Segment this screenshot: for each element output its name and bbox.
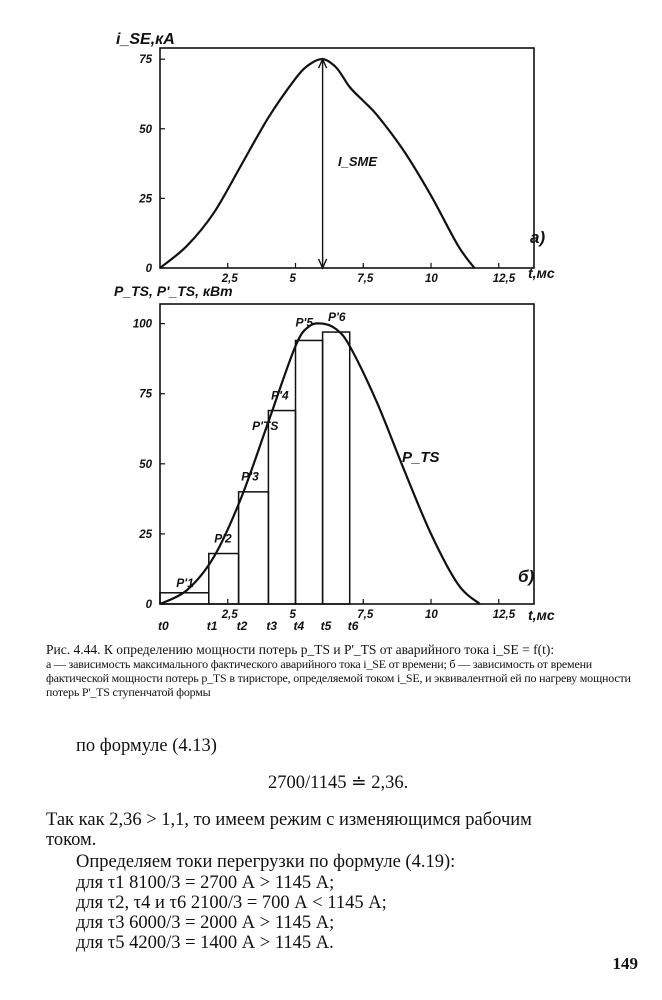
- x-tick-label: 10: [425, 609, 438, 621]
- peak-current-label: I_SME: [338, 154, 378, 169]
- y-tick-label: 0: [145, 599, 152, 611]
- panel-b-step-power: [160, 332, 350, 604]
- x-tick-label: 2,5: [221, 273, 238, 285]
- y-tick-label: 100: [132, 318, 152, 331]
- power-curve-label: P_TS: [402, 449, 440, 466]
- panel-a-xlabel: t,мс: [528, 265, 555, 281]
- y-tick-label: 50: [139, 458, 152, 471]
- figure-caption: [46, 642, 636, 699]
- panel-a-current-curve: [160, 59, 474, 268]
- step-power-label: P'4: [271, 388, 289, 403]
- x-tick-label: 12,5: [492, 609, 516, 621]
- x-tick-label: 5: [289, 273, 296, 285]
- y-tick-label: 75: [139, 54, 152, 67]
- step-power-label: P'6: [328, 309, 346, 324]
- y-tick-label: 50: [139, 123, 152, 136]
- x-tick-label: 12,5: [492, 273, 516, 285]
- x-tick-label: 5: [289, 609, 296, 621]
- x-tick-label: 2,5: [221, 609, 238, 621]
- step-bar: [268, 411, 295, 604]
- overload-row-4: для τ5 4200/3 = 1400 А > 1145 А.: [76, 933, 334, 953]
- moment-label: t2: [236, 619, 248, 633]
- page-number: 149: [612, 954, 638, 973]
- paragraph-1b: током.: [46, 830, 97, 850]
- moment-label: t0: [158, 619, 169, 633]
- step-power-label: P'3: [241, 469, 259, 484]
- y-tick-label: 0: [145, 263, 152, 275]
- overload-row-1: для τ1 8100/3 = 2700 А > 1145 А;: [76, 873, 335, 893]
- panel-a-letter: a): [530, 228, 546, 247]
- moment-label: t1: [206, 619, 218, 633]
- step-bar: [209, 554, 239, 604]
- panel-b-ylabel: P_TS, P'_TS, кВт: [114, 283, 233, 299]
- x-tick-label: 7,5: [357, 273, 374, 285]
- text-line-formula-ref: по формуле (4.13): [76, 736, 217, 756]
- panel-b-letter: б): [518, 567, 535, 586]
- step-power-label: P'1: [176, 576, 194, 591]
- caption-description: а — зависимость максимального фактического аварийного тока i_SE от времени; б — зависимость от времени фактической мощности потерь p_TS в тиристоре, определяемой током i_SE, и эквивалентной ей по нагреву мощности потерь P'_TS ступенчатой формы: [46, 657, 631, 699]
- step-bar: [239, 492, 269, 604]
- step-power-label: P'2: [214, 531, 232, 546]
- step-bar: [160, 593, 209, 604]
- y-tick-label: 25: [139, 528, 152, 541]
- overload-row-3: для τ3 6000/3 = 2000 А > 1145 А;: [76, 913, 335, 933]
- step-bar: [323, 332, 350, 604]
- step-power-label: P'5: [295, 315, 314, 330]
- paragraph-2: Определяем токи перегрузки по формуле (4.19):: [76, 852, 456, 872]
- step-bar: [296, 340, 323, 604]
- panel-a-ylabel: i_SE,кА: [116, 31, 175, 48]
- x-tick-label: 10: [425, 273, 438, 285]
- paragraph-1a: Так как 2,36 > 1,1, то имеем режим с изменяющимся рабочим: [46, 810, 532, 830]
- y-tick-label: 25: [139, 193, 152, 206]
- x-tick-label: 7,5: [357, 609, 374, 621]
- panel-a-axes: [138, 54, 516, 285]
- panel-b-xlabel: t,мс: [528, 607, 555, 623]
- moment-label: t6: [347, 619, 359, 633]
- overload-row-2: для τ2, τ4 и τ6 2100/3 = 700 А < 1145 А;: [76, 893, 387, 913]
- y-tick-label: 75: [139, 388, 152, 401]
- caption-title: Рис. 4.44. К определению мощности потерь p_TS и P'_TS от аварийного тока i_SE = f(t):: [46, 642, 555, 657]
- equation: 2700/1145 ≐ 2,36.: [268, 773, 409, 793]
- panel-b-labels: [158, 310, 359, 633]
- step-power-label: P'TS: [252, 419, 279, 434]
- moment-label: t3: [266, 619, 278, 633]
- panel-b-frame: [160, 304, 534, 604]
- moment-label: t5: [320, 619, 332, 633]
- moment-label: t4: [293, 619, 305, 633]
